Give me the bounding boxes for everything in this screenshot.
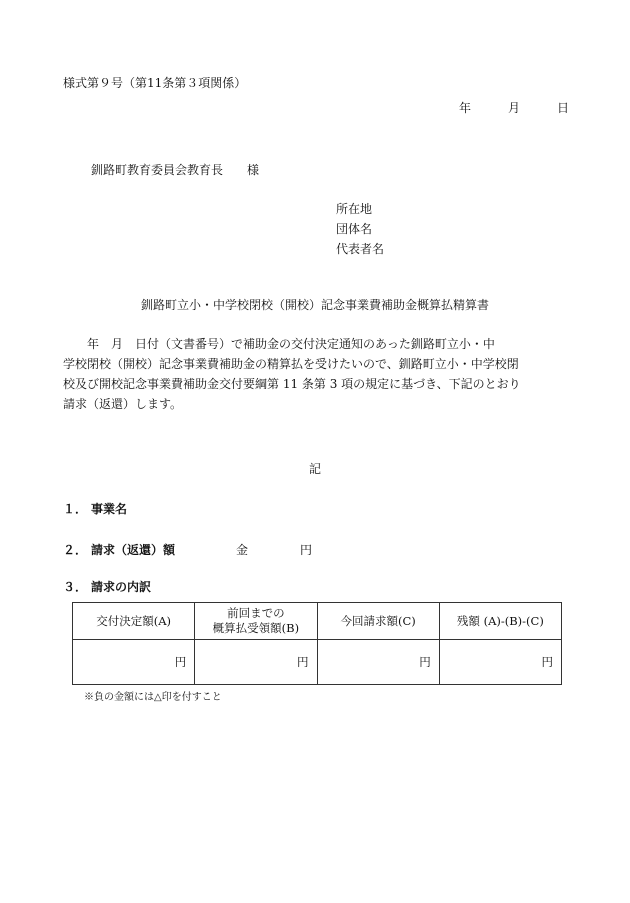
header-current-claim: 今回請求額(C): [317, 603, 439, 640]
item-number: ３．: [63, 580, 88, 594]
cell-prior-received: 円: [195, 640, 317, 685]
header-prior-received: [195, 603, 317, 640]
document-title: 釧路町立小・中学校閉校（開校）記念事業費補助金概算払精算書: [140, 298, 489, 312]
addressee-honorific: 様: [247, 163, 260, 177]
amount-yen: 円: [300, 543, 313, 557]
date-day: 日: [556, 101, 569, 115]
body-text: [63, 334, 563, 414]
item-label: 請求（返還）額: [91, 543, 176, 557]
date-line: [459, 99, 569, 116]
header-remaining: 残額 (A)-(B)-(C): [439, 603, 561, 640]
cell-grant-decision: 円: [73, 640, 195, 685]
date-month: 月: [507, 101, 520, 115]
item-project-name: [63, 500, 127, 517]
addressee: [91, 161, 259, 178]
body-line: 年 月 日付（文書番号）で補助金の交付決定通知のあった釧路町立小・中: [63, 337, 495, 351]
header-prior-received-line2: 概算払受領額(B): [212, 621, 300, 635]
sender-representative-label: 代表者名: [336, 242, 385, 256]
table-header-row: [73, 603, 562, 640]
body-line: 請求（返還）します。: [63, 397, 183, 411]
body-line: 校及び開校記念事業費補助金交付要綱第 11 条第 3 項の規定に基づき、下記のとおり: [63, 377, 521, 391]
amount-kin: 金: [236, 543, 249, 557]
date-year: 年: [459, 101, 472, 115]
item-claim-breakdown: [63, 578, 151, 595]
item-label: 請求の内訳: [91, 580, 152, 594]
sender-address-label: 所在地: [336, 202, 373, 216]
record-label: 記: [308, 462, 321, 476]
item-number: ２．: [63, 543, 88, 557]
item-label: 事業名: [91, 502, 128, 516]
cell-remaining: 円: [439, 640, 561, 685]
table-row: [73, 640, 562, 685]
body-line: 学校閉校（開校）記念事業費補助金の精算払を受けたいので、釧路町立小・中学校閉: [63, 357, 519, 371]
item-claim-amount: [63, 541, 175, 558]
form-number: 様式第９号（第11条第３項関係）: [63, 76, 247, 90]
footnote: ※負の金額には△印を付すこと: [84, 692, 222, 703]
sender-organization-label: 団体名: [336, 222, 373, 236]
cell-current-claim: 円: [317, 640, 439, 685]
breakdown-table: [72, 602, 562, 685]
item-number: １．: [63, 502, 88, 516]
addressee-name: 釧路町教育委員会教育長: [91, 163, 224, 177]
header-grant-decision: 交付決定額(A): [73, 603, 195, 640]
header-prior-received-line1: 前回までの: [227, 606, 285, 620]
